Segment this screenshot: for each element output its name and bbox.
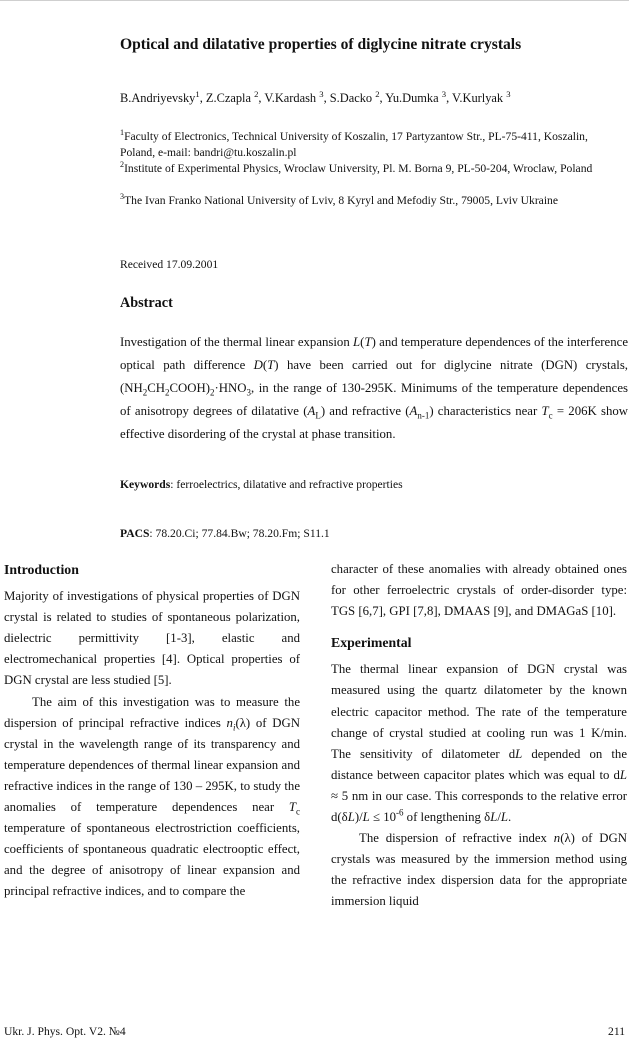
left-column [4, 559, 300, 903]
author-affiliation-mark: 3 [319, 88, 324, 99]
abstract-text: Investigation of the thermal linear expansion L(T) and temperature dependences of the interference optical path difference D(T) have been carried out for diglycine nitrate (DGN) crystals, $(NH_2CH_2COOH)_2\cdot HNO_3$, in the range of 130-295K. Minimums of the temperature dependences of anisotropy degrees of dilatative $(A_L)$ and refractive $(A_{n-1})$ characteristics near $T_c = 206K$ show effective disordering of the crystal at phase transition. [120, 335, 629, 441]
author-name: Yu.Dumka [385, 91, 442, 105]
author-name: B.Andriyevsky [120, 91, 196, 105]
author-list [120, 88, 511, 106]
page-number: 211 [608, 1025, 625, 1038]
intro-paragraph-2: The aim of this investigation was to measure the dispersion of principal refractive indices $n_i(\lambda)$ of DGN crystal in the wavelength range of its transparency and temperature dependences of thermal linear expansion and refractive indices in the range of 130 – 295K, to study the anomalies of temperature dependences near $T_c$ temperature of spontaneous electrostriction coefficients, coefficients of spontaneous quadratic electrooptic effect, and the degree of anisotropy of linear expansion and principal refractive indices, and to compare the [4, 694, 300, 899]
author-name: Z.Czapla [205, 91, 255, 105]
author-affiliation-mark: 3 [441, 88, 447, 99]
abstract-heading: Abstract [120, 295, 173, 311]
author-affiliation-mark: 1 [195, 88, 200, 99]
author-name: V.Kurlyak [452, 91, 507, 105]
affiliation-3: $^3$The Ivan Franko National University of Lviv, 8 Kyryl and Mefodiy Str., 79005, Lviv Ukraine [120, 192, 558, 207]
right-column [331, 559, 627, 913]
author-separator: , [379, 91, 386, 105]
author-separator: , [446, 91, 453, 105]
experimental-paragraph-1: The thermal linear expansion of DGN crystal was measured using the quartz dilatometer by the known electric capacitor method. The rate of the temperature change of crystal studied at cooling run was 1 K/min. The sensitivity of dilatometer dL depended on the distance between capacitor plates which was equal to dL ≈ 5 nm in our case. This corresponds to the relative error $d(\delta L)/L \le 10^{-6}$ of lengthening δL/L. [331, 662, 628, 825]
paper-title: Optical and dilatative properties of diglycine nitrate crystals [120, 36, 522, 53]
author-affiliation-mark: 2 [254, 88, 259, 99]
author-affiliation-mark: 2 [375, 88, 380, 99]
introduction-heading: Introduction [4, 562, 79, 577]
pacs-codes: PACS: 78.20.Ci; 77.84.Bw; 78.20.Fm; S11.1 [120, 527, 330, 540]
intro-paragraph-1: Majority of investigations of physical properties of DGN crystal is related to studies of spontaneous polarization, dielectric permittivity [1-3], elastic and electromechanical properties [4]. Optical properties of DGN crystal are less studied [5]. [4, 589, 300, 688]
author-separator: , [199, 91, 206, 105]
affiliation-1: $^1$Faculty of Electronics, Technical University of Koszalin, 17 Partyzantow Str., PL-75-411, Koszalin, Poland, e-mail: bandri@tu.koszalin.pl [120, 128, 588, 159]
keywords: Keywords: ferroelectrics, dilatative and refractive properties [120, 478, 403, 491]
author-separator: , [258, 91, 265, 105]
received-date: Received 17.09.2001 [120, 258, 219, 271]
author-separator: , [323, 91, 330, 105]
author-affiliation-mark: 3 [506, 88, 511, 99]
intro-continuation: character of these anomalies with already obtained ones for other ferroelectric crystals of order-disorder type: TGS [6,7], GPI [7,8], DMAAS [9], and DMAGaS [10]. [331, 562, 627, 619]
affiliation-2: $^2$Institute of Experimental Physics, Wroclaw University, Pl. M. Borna 9, PL-50-204, Wroclaw, Poland [120, 160, 593, 175]
top-rule [0, 0, 629, 1]
author-name: S.Dacko [329, 91, 376, 105]
experimental-heading: Experimental [331, 635, 412, 651]
experimental-paragraph-2: The dispersion of refractive index n(λ) of DGN crystals was measured by the immersion method using the refractive index dispersion data for the appropriate immersion liquid [331, 831, 627, 909]
journal-reference: Ukr. J. Phys. Opt. V2. №4 [4, 1025, 126, 1038]
author-name: V.Kardash [264, 91, 320, 105]
